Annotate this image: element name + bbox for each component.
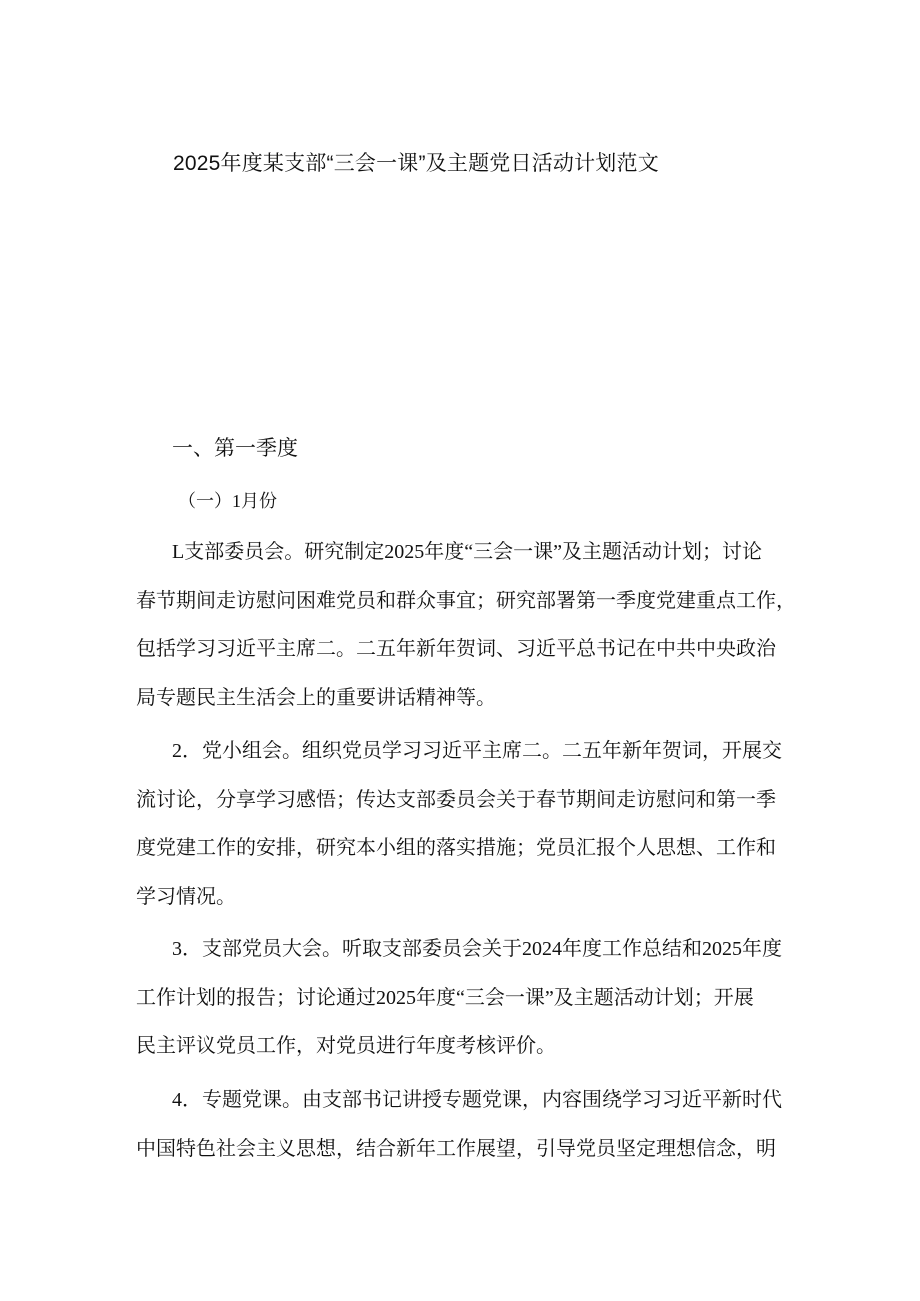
paragraph-line: 学习情况。 (136, 885, 236, 908)
paragraph-line: 局专题民主生活会上的重要讲话精神等。 (136, 686, 496, 709)
paragraph-line: 中国特色社会主义思想，结合新年工作展望，引导党员坚定理想信念，明 (136, 1137, 776, 1160)
paragraph-line: 4．专题党课。由支部书记讲授专题党课，内容围绕学习习近平新时代 (172, 1089, 782, 1111)
paragraph-1 (136, 528, 794, 722)
paragraph-line: 包括学习习近平主席二。二五年新年贺词、习近平总书记在中共中央政治 (136, 638, 776, 660)
paragraph-line: 2．党小组会。组织党员学习习近平主席二。二五年新年贺词，开展交 (172, 740, 782, 762)
paragraph-line: 工作计划的报告；讨论通过2025年度“三会一课”及主题活动计划；开展 (136, 986, 754, 1009)
paragraph-line: 春节期间走访慰问困难党员和群众事宜；研究部署第一季度党建重点工作， (136, 589, 796, 612)
paragraph-line: 流讨论，分享学习感悟；传达支部委员会关于春节期间走访慰问和第一季 (136, 788, 776, 811)
section-heading: 一、第一季度 (172, 437, 298, 460)
paragraph-line: 民主评议党员工作，对党员进行年度考核评价。 (136, 1035, 556, 1057)
paragraph-line: 度党建工作的安排，研究本小组的落实措施；党员汇报个人思想、工作和 (136, 837, 776, 859)
subsection-heading: （一）1月份 (178, 491, 277, 511)
paragraph-line: 3．支部党员大会。听取支部委员会关于2024年度工作总结和2025年度 (172, 938, 782, 960)
paragraph-line: L支部委员会。研究制定2025年度“三会一课”及主题活动计划；讨论 (172, 541, 762, 563)
paragraph-4 (136, 1076, 794, 1173)
paragraph-2 (136, 727, 794, 921)
paragraph-3 (136, 925, 794, 1071)
document-title: 2025年度某支部“三会一课”及主题党日活动计划范文 (173, 152, 659, 175)
